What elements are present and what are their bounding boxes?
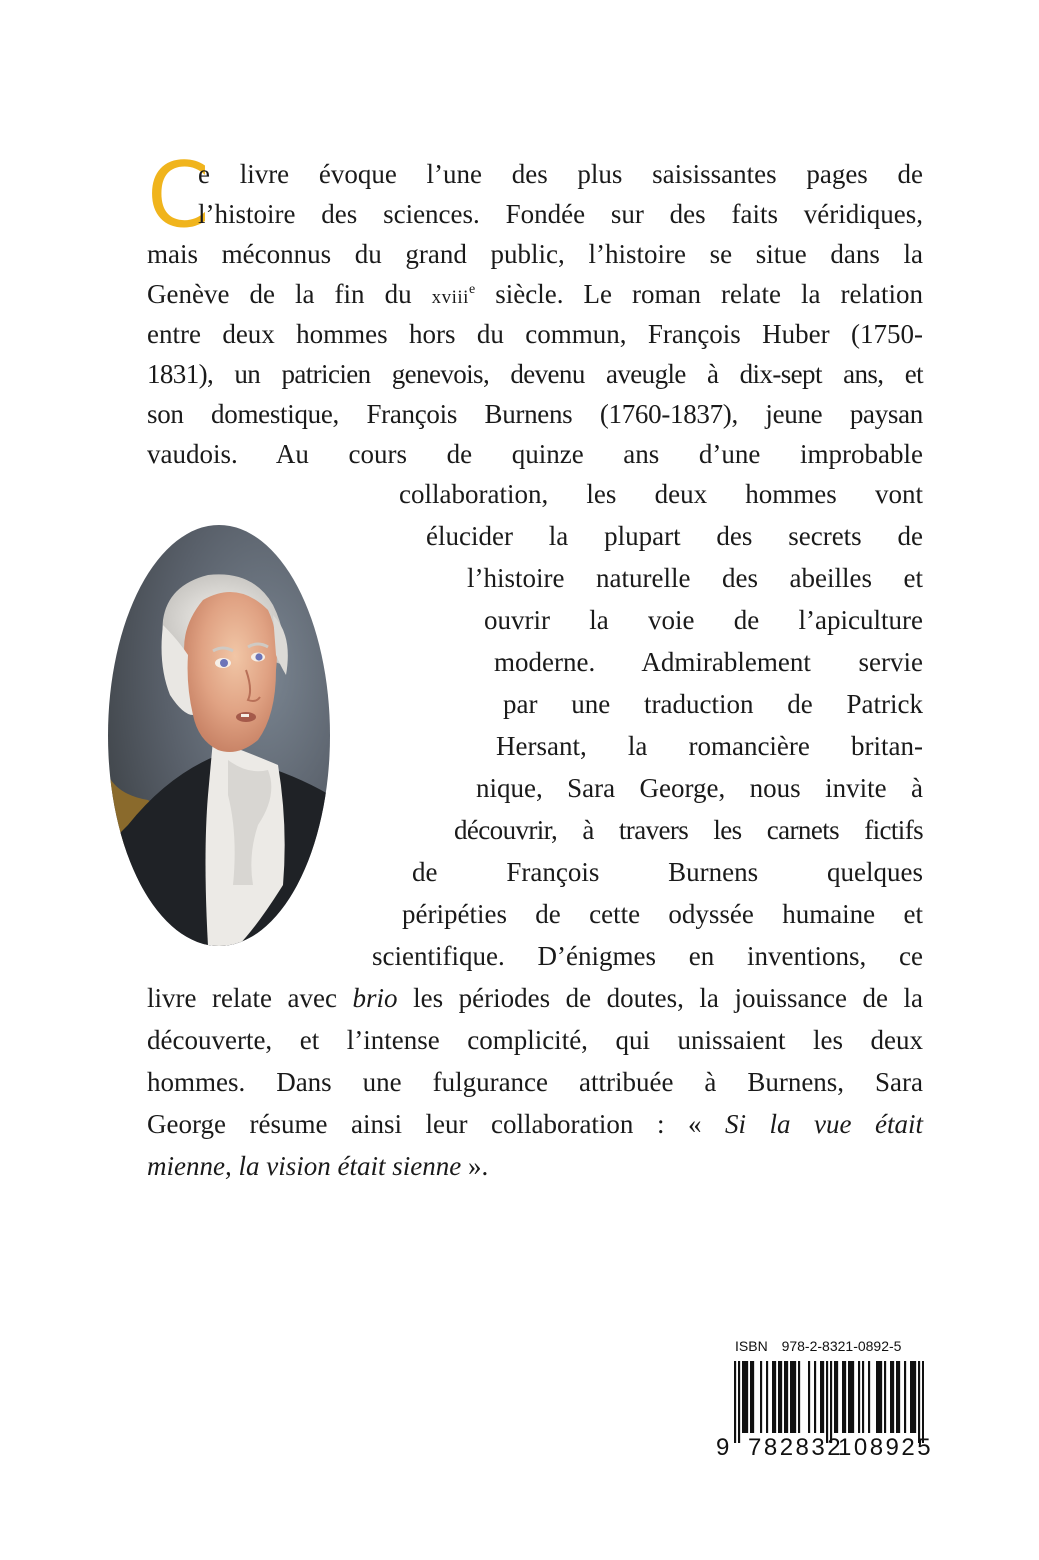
barcode-bar — [742, 1361, 744, 1433]
text-line: mais méconnus du grand public, l’histoire se situe dans la — [147, 239, 923, 269]
portrait-oval — [108, 525, 330, 946]
barcode-bar — [808, 1361, 810, 1433]
barcode-bar — [922, 1361, 924, 1443]
barcode-bar — [858, 1361, 860, 1433]
barcode-bar — [798, 1361, 800, 1433]
barcode-bar — [772, 1361, 774, 1433]
barcode-bar — [766, 1361, 768, 1433]
barcode-bar — [786, 1361, 788, 1433]
text-line: livre relate avec brio les périodes de doutes, la jouissance de la — [147, 983, 923, 1013]
barcode-bar — [822, 1361, 824, 1433]
barcode-bar — [778, 1361, 780, 1433]
text-line: découvrir, à travers les carnets fictifs — [454, 815, 923, 845]
text-line: mienne, la vision était sienne ». — [147, 1151, 489, 1181]
text-line: élucider la plupart des secrets de — [426, 521, 923, 551]
text-line: collaboration, les deux hommes vont — [399, 479, 923, 509]
text-line: Hersant, la romancière britan- — [496, 731, 923, 761]
barcode-bar — [904, 1361, 906, 1433]
barcode-bar — [752, 1361, 754, 1433]
text-line: l’histoire des sciences. Fondée sur des faits véridiques, — [198, 199, 923, 229]
barcode-bar — [814, 1361, 816, 1433]
barcode-bar — [834, 1361, 836, 1433]
barcode-bar — [784, 1361, 786, 1433]
barcode-bar — [868, 1361, 870, 1433]
text-line: scientifique. D’énigmes en inventions, ce — [372, 941, 923, 971]
barcode-bar — [896, 1361, 898, 1433]
barcode-bar — [898, 1361, 900, 1433]
barcode-bar — [878, 1361, 880, 1433]
text-line: ouvrir la voie de l’apiculture — [484, 605, 923, 635]
text-line: son domestique, François Burnens (1760-1837), jeune paysan — [147, 399, 923, 429]
barcode-bar — [918, 1361, 920, 1443]
barcode-bar — [912, 1361, 914, 1433]
barcode-bar — [876, 1361, 878, 1433]
text-line: George résume ainsi leur collaboration : « Si la vue était — [147, 1109, 924, 1139]
text-line: Genève de la fin du xviii$^e$ siècle. Le roman relate la relation — [147, 279, 923, 309]
barcode-bar — [892, 1361, 894, 1433]
text-line: hommes. Dans une fulgurance attribuée à Burnens, Sara — [147, 1067, 923, 1097]
barcode-bar — [830, 1361, 832, 1443]
barcode-bar — [836, 1361, 838, 1433]
text-line: découverte, et l’intense complicité, qui unissaient les deux — [147, 1025, 923, 1055]
barcode-bar — [914, 1361, 916, 1433]
barcode-bar — [746, 1361, 748, 1433]
barcode-bar — [780, 1361, 782, 1433]
barcode-bar — [792, 1361, 794, 1433]
barcode-bar — [862, 1361, 864, 1433]
barcode-bar — [910, 1361, 912, 1433]
barcode-bar — [844, 1361, 846, 1433]
barcode-bar — [774, 1361, 776, 1433]
text-line: e livre évoque l’une des plus saisissantes pages de — [198, 159, 923, 189]
barcode-bar — [850, 1361, 852, 1433]
barcode-bar — [884, 1361, 886, 1433]
barcode-right-group: 108925 — [838, 1434, 934, 1461]
barcode-first-digit: 9 — [716, 1434, 732, 1461]
text-line: 1831), un patricien genevois, devenu aveugle à dix-sept ans, et — [147, 359, 923, 389]
text-line: par une traduction de Patrick — [503, 689, 923, 719]
barcode-bar — [750, 1361, 752, 1433]
text-line: l’histoire naturelle des abeilles et — [467, 563, 923, 593]
barcode-bar — [842, 1361, 844, 1433]
text-line: entre deux hommes hors du commun, François Huber (1750- — [147, 319, 923, 349]
barcode-bar — [848, 1361, 850, 1433]
barcode-bar — [734, 1361, 736, 1443]
text-line: moderne. Admirablement servie — [494, 647, 923, 677]
barcode-bar — [790, 1361, 792, 1433]
barcode-bar — [794, 1361, 796, 1433]
barcode-bar — [880, 1361, 882, 1433]
barcode-bar — [820, 1361, 822, 1433]
isbn-barcode — [734, 1361, 924, 1443]
text-line: nique, Sara George, nous invite à — [476, 773, 923, 803]
isbn-label: ISBN 978-2-8321-0892-5 — [735, 1338, 902, 1354]
barcode-left-group: 782832 — [748, 1434, 844, 1461]
text-line: péripéties de cette odyssée humaine et — [402, 899, 923, 929]
text-line: de François Burnens quelques — [412, 857, 923, 887]
barcode-bar — [744, 1361, 746, 1433]
portrait-painting — [108, 525, 330, 946]
barcode-bar — [738, 1361, 740, 1443]
barcode-bar — [890, 1361, 892, 1433]
text-line: vaudois. Au cours de quinze ans d’une improbable — [147, 439, 923, 469]
barcode-bar — [760, 1361, 762, 1433]
barcode-bar — [826, 1361, 828, 1443]
barcode-bar — [852, 1361, 854, 1433]
drop-cap: C — [147, 143, 210, 248]
